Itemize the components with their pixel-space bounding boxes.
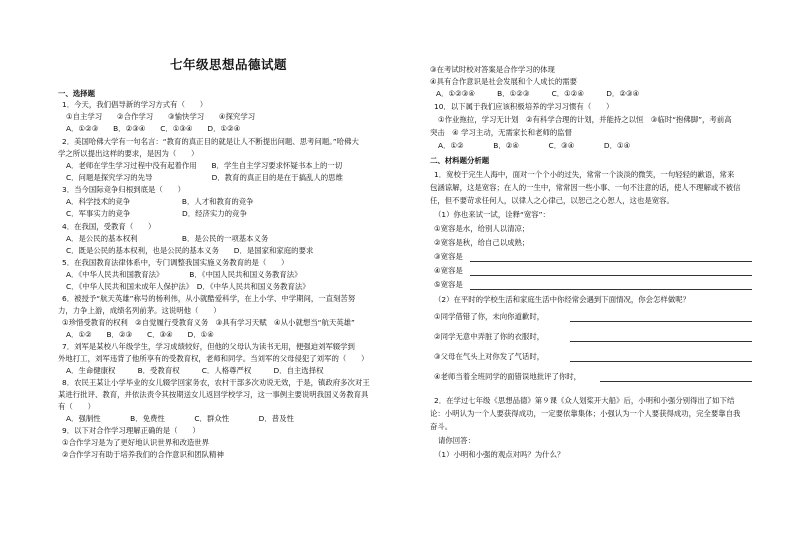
- text-line: 10．以下属于我们应该积极培养的学习习惯有（ ）: [434, 102, 614, 111]
- text-line: ③宽容是: [434, 252, 463, 261]
- text-line: 外地打工，刘军违背了他所享有的受教育权，老师和同学。当刘军的父母侵犯了刘军的（ ）: [58, 354, 369, 363]
- text-line: 3．当今国际竞争归根到底是（ ）: [62, 185, 185, 194]
- answer-blank[interactable]: [570, 321, 752, 322]
- text-line: 某进行批评、教育，并依法责令其按期送女儿返回学校学习，这一事例主要说明我国义务教育具: [58, 390, 369, 399]
- text-line: ①宽容是水，给别人以清凉；: [434, 224, 530, 233]
- text-line: ②宽容是秋，给自己以成熟；: [434, 238, 530, 247]
- text-line: 7．刘军是某校八年级学生，学习成绩较好，但他的父母认为读书无用，便强迫刘军辍学到: [62, 342, 355, 351]
- text-line: ③父母在气头上对你发了气话时，: [434, 352, 545, 361]
- text-line: 突击 ④ 学习主动，无需家长和老师的监督: [430, 128, 573, 137]
- text-line: 任，但不要苛求任何人，以律人之心律己，以恕己之心恕人，这也是宽容。: [430, 196, 674, 205]
- text-line: 5．在我国教育法律体系中，专门调整我国实施义务教育的是（ ）: [62, 258, 289, 267]
- text-line: （1）你也来试一试，诠释“宽容”：: [434, 210, 550, 219]
- answer-blank[interactable]: [570, 361, 752, 362]
- section-heading: 二、材料题分析题: [430, 156, 490, 165]
- text-line: （1）小明和小强的观点对吗？为什么？: [434, 450, 565, 459]
- text-line: C．《中华人民共和国未成年人保护法》 D．《中华人民共和国义务教育法》: [66, 282, 310, 291]
- text-line: A．《中华人民共和国教育法》 B．《中国人民共和国义务教育法》: [66, 270, 302, 279]
- text-line: ④宽容是: [434, 266, 463, 275]
- page-title: 七年级思想品德试题: [170, 57, 288, 72]
- text-line: A．①②③④ B．①②③ C．①②④ D．②③④: [436, 89, 640, 98]
- answer-blank[interactable]: [470, 289, 752, 290]
- text-line: 2．在学过七年级《思想品德》第９课《众人划桨开大船》后，小明和小强分别得出了如下结: [434, 396, 735, 405]
- text-line: A．老师在学生学习过程中没有起着作用 B．学生自主学习要求怀疑书本上的一切: [66, 161, 343, 170]
- text-line: ①自主学习 ②合作学习 ③愉快学习 ④探究学习: [66, 112, 256, 121]
- text-line: 2．美国哈佛大学有一句名言：“教育的真正目的就是让人不断提出问题、思考问题。”哈佛大: [62, 137, 359, 146]
- text-line: 1．今天，我们倡导新的学习方式有（ ）: [62, 100, 208, 109]
- text-line: A．强制性 B．免费性 C．群众性 D．普及性: [66, 414, 294, 423]
- text-line: C．既是公民的基本权利，也是公民的基本义务 D．是国家和家庭的要求: [66, 246, 314, 255]
- text-line: A．科学技术的竞争 B．人才和教育的竞争: [66, 197, 254, 206]
- text-line: ①合作学习是为了更好地认识世界和改造世界: [62, 438, 210, 447]
- text-line: （2）在平时的学校生活和家庭生活中你经常会遇到下面情况，你会怎样做呢？: [434, 295, 690, 304]
- answer-blank[interactable]: [570, 341, 752, 342]
- text-line: 论：小明认为一个人要获得成功，一定要依靠集体；小强认为一个人要获得成功，完全要靠自我: [430, 409, 741, 418]
- text-line: ①同学借错了你，未向你道歉时，: [434, 312, 545, 321]
- text-line: C．问题是探究学习的先导 D．教育的真正目的是在于搞乱人的思维: [66, 173, 343, 182]
- text-line: C．军事实力的竞争 D．经济实力的竞争: [66, 209, 247, 218]
- text-line: ①作业拖拉，学习无计划 ②有科学合理的计划，并能持之以恒 ③临时“抱佛脚”，考前高: [438, 115, 732, 124]
- text-line: 8．农民王某让小学毕业的女儿辍学回家务农，农村干部多次劝说无效，于是，镇政府多次对王: [62, 378, 370, 387]
- text-line: ①珍惜受教育的权利 ②自觉履行受教育义务 ③具有学习天赋 ④从小就想当“航天英雄”: [62, 318, 355, 327]
- text-line: 有（ ）: [58, 402, 95, 411]
- text-line: ③在考试时校对答案是合作学习的体现: [430, 65, 555, 74]
- text-line: 学之所以提出这样的要求，是因为（ ）: [58, 149, 199, 158]
- text-line: A．①② B．②③ C．③④ D．①④: [66, 330, 214, 339]
- text-line: ②合作学习有助于培养我们的合作意识和团队精神: [62, 450, 224, 459]
- text-line: A．①② B．②④ C．③④ D．①④: [438, 141, 631, 150]
- text-line: A．是公民的基本权利 B．是公民的一项基本义务: [66, 234, 269, 243]
- answer-blank[interactable]: [470, 275, 752, 276]
- text-line: 奋斗。: [430, 422, 453, 431]
- text-line: 9．以下对合作学习理解正确的是（ ）: [62, 426, 200, 435]
- text-line: 力，力争上游，成绩名列前茅。这说明他（ ）: [58, 306, 221, 315]
- text-line: 包涵谅解，这是宽容；在人的一生中，常常因一些小事、一句不注意的话，使人不理解或不被信: [430, 183, 741, 192]
- section-heading: 一、选择题: [58, 89, 95, 98]
- text-line: A．生命健康权 B．受教育权 C．人格尊严权 D．自主选择权: [66, 366, 324, 375]
- text-line: A．①②③ B．②③④ C．①③④ D．①②④: [66, 124, 241, 133]
- text-line: 4．在我国，受教育（ ）: [62, 222, 156, 231]
- answer-blank[interactable]: [600, 381, 752, 382]
- text-line: ②同学无意中弄脏了你的衣服时，: [434, 332, 545, 341]
- text-line: ④具有合作意识是社会发展和个人成长的需要: [430, 77, 578, 86]
- text-line: 1．宽校于完生人海中，面对一个个小的过失，常常一个淡淡的微笑，一句轻轻的歉语，常来: [434, 170, 735, 179]
- answer-blank[interactable]: [470, 261, 752, 262]
- text-line: ④老师当着全班同学的面错误地批评了你时，: [434, 372, 582, 381]
- text-line: 6．被授予“航天英雄”称号的杨利伟，从小就酷爱科学，在上小学、中学期间，一直刻苦努: [62, 294, 356, 303]
- text-line: 请你回答：: [438, 436, 475, 445]
- text-line: ⑤宽容是: [434, 280, 463, 289]
